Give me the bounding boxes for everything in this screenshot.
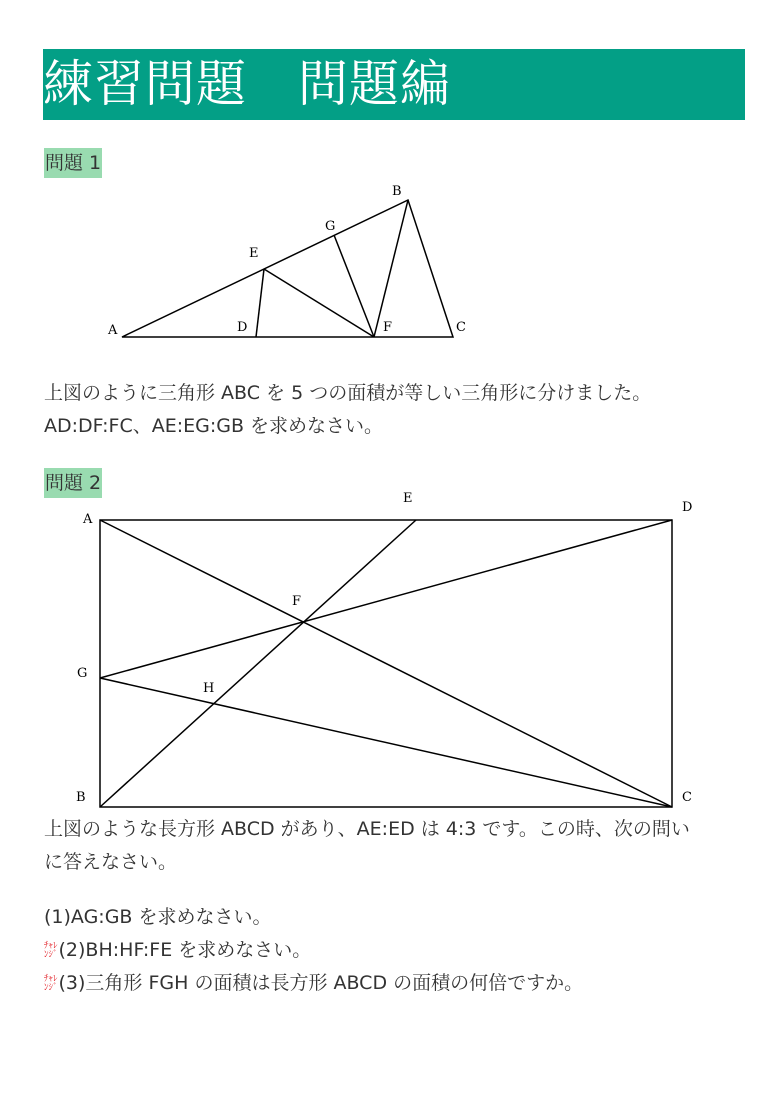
- segment-be: [100, 520, 416, 807]
- problem-2-text: [44, 813, 690, 879]
- point-h-label: H: [203, 681, 215, 696]
- point-c-label: C: [456, 320, 466, 335]
- point-a-label: A: [108, 323, 118, 338]
- point-g-label: G: [325, 219, 336, 234]
- challenge-mark-top: ﾁｬﾚ: [44, 940, 58, 951]
- point-b-label: B: [76, 790, 86, 805]
- problem-2-questions: [44, 901, 583, 1000]
- diagonal-ac: [100, 520, 672, 807]
- segment-gd: [100, 520, 672, 678]
- segment-bf: [374, 200, 408, 337]
- segment-gc: [100, 678, 672, 807]
- point-d-label: D: [682, 500, 693, 515]
- problem-1-figure: [0, 0, 783, 360]
- question-3-row: [44, 967, 583, 1000]
- problem-2-label: 問題 2: [44, 468, 102, 498]
- problem-2-text-line-1: 上図のような長方形 ABCD があり、AE:ED は 4:3 です。この時、次の問い: [44, 818, 690, 840]
- segment-gf: [334, 235, 374, 337]
- point-e-label: E: [403, 491, 413, 506]
- point-g-label: G: [77, 666, 88, 681]
- problem-2-figure: [0, 480, 783, 820]
- challenge-mark: [44, 975, 58, 993]
- point-f-label: F: [383, 320, 393, 335]
- question-1: (1)AG:GB を求めなさい。: [44, 906, 272, 928]
- challenge-mark-bottom: ﾝｼﾞ: [44, 982, 58, 993]
- challenge-mark: [44, 942, 58, 960]
- point-e-label: E: [249, 246, 259, 261]
- problem-2-text-line-2: に答えなさい。: [44, 851, 178, 873]
- segment-ed: [256, 269, 264, 337]
- point-b-label: B: [392, 184, 402, 199]
- point-a-label: A: [83, 512, 93, 527]
- question-2: (2)BH:HF:FE を求めなさい。: [58, 939, 312, 961]
- point-d-label: D: [237, 320, 248, 335]
- problem-1-text-line-1: 上図のように三角形 ABC を 5 つの面積が等しい三角形に分けました。: [44, 382, 652, 404]
- problem-1-text: [44, 377, 651, 443]
- question-2-row: [44, 934, 583, 967]
- page-title: 練習問題 問題編: [43, 49, 745, 120]
- point-f-label: F: [292, 594, 302, 609]
- problem-1-text-line-2: AD:DF:FC、AE:EG:GB を求めなさい。: [44, 415, 384, 437]
- challenge-mark-bottom: ﾝｼﾞ: [44, 949, 58, 960]
- point-c-label: C: [682, 790, 692, 805]
- challenge-mark-top: ﾁｬﾚ: [44, 973, 58, 984]
- problem-1-label: 問題 1: [44, 148, 102, 178]
- segment-ef: [264, 269, 374, 337]
- question-3: (3)三角形 FGH の面積は長方形 ABCD の面積の何倍ですか。: [58, 972, 584, 994]
